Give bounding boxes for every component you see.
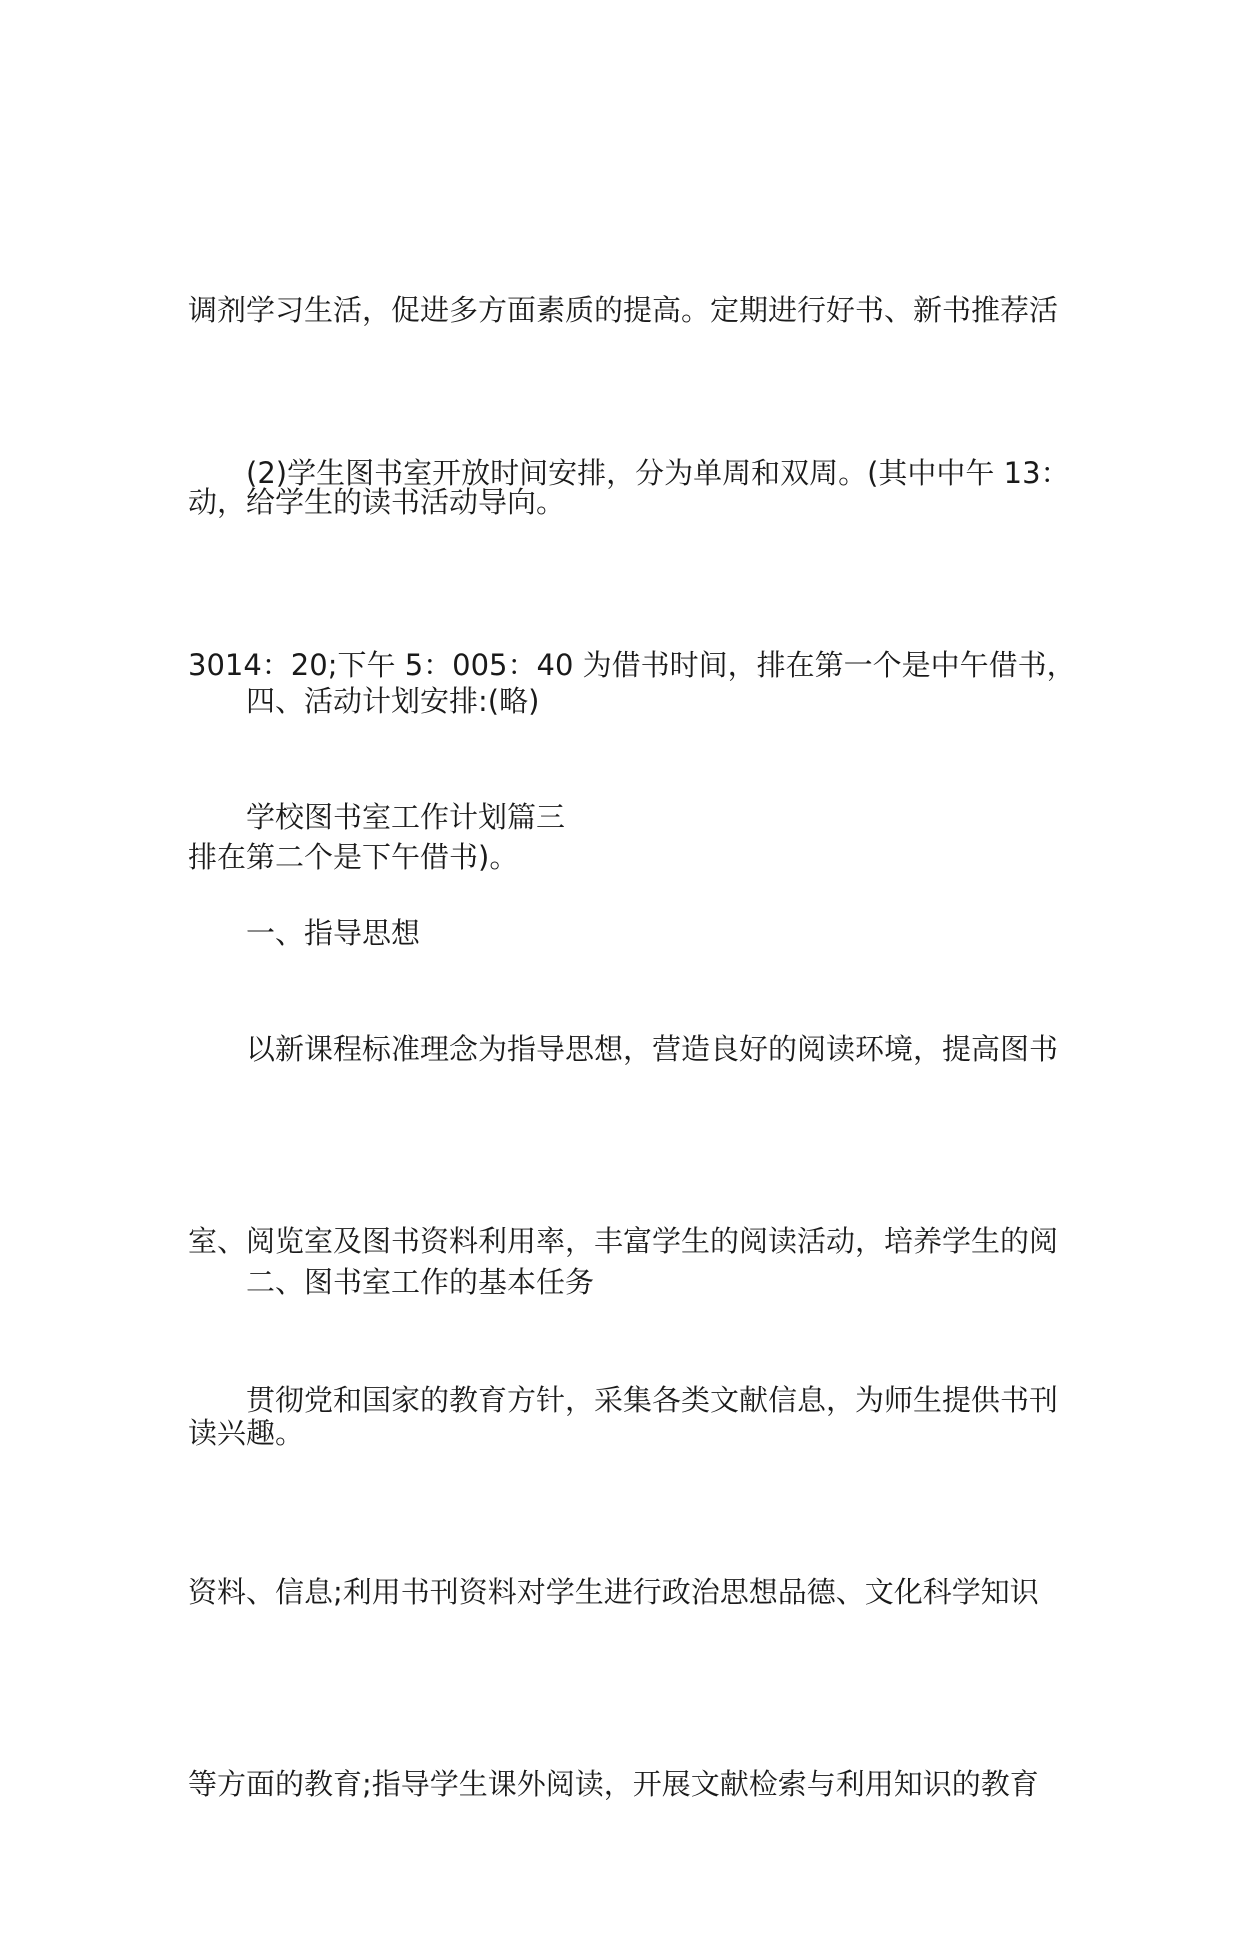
paragraph-line: 3014：20;下午 5：005：40 为借书时间，排在第一个是中午借书， [188,648,1076,682]
heading-line: 二、图书室工作的基本任务 [246,1265,595,1299]
paragraph-line: 动，给学生的读书活动导向。 [188,485,566,519]
heading-line: 四、活动计划安排:(略) [246,684,540,718]
paragraph-line: 等方面的教育;指导学生课外阅读，开展文献检索与利用知识的教育 [188,1767,1039,1801]
paragraph-line: 排在第二个是下午借书)。 [188,840,519,874]
paragraph-line: 以新课程标准理念为指导思想，营造良好的阅读环境，提高图书 [246,1032,1059,1066]
paragraph-line: 贯彻党和国家的教育方针，采集各类文献信息，为师生提供书刊 [246,1383,1059,1417]
heading-line: 学校图书室工作计划篇三 [246,800,566,834]
heading-line: 一、指导思想 [246,916,421,950]
paragraph-line: 资料、信息;利用书刊资料对学生进行政治思想品德、文化科学知识 [188,1575,1039,1609]
paragraph-basic-tasks [188,1240,1068,1944]
paragraph-line: 读兴趣。 [188,1416,305,1450]
paragraph-line: 调剂学习生活，促进多方面素质的提高。定期进行好书、新书推荐活 [188,293,1059,327]
paragraph-line: 室、阅览室及图书资料利用率，丰富学生的阅读活动，培养学生的阅 [188,1224,1059,1258]
paragraph-line: (2)学生图书室开放时间安排，分为单周和双周。(其中中午 13： [246,456,1070,490]
